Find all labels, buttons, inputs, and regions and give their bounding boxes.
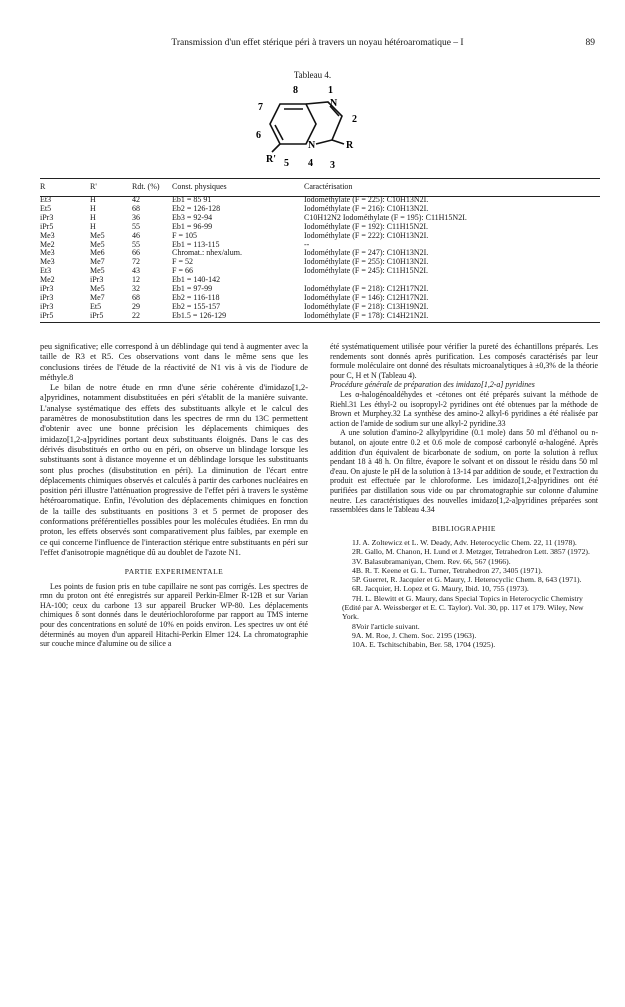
- table-cell: iPr3: [40, 284, 54, 294]
- label-7: 7: [258, 102, 263, 113]
- table-cell: Iodométhylate (F = 225): C10H13N2I.: [304, 195, 429, 204]
- imidazopyridine-structure: [248, 82, 378, 172]
- table-cell: 12: [132, 275, 140, 285]
- table-cell: Iodométhylate (F = 216): C10H13N2I.: [304, 203, 429, 213]
- section-title-experimental: PARTIE EXPERIMENTALE: [124, 567, 224, 577]
- reference-item: 4B. R. T. Keene et G. L. Turner, Tetrahedron 27, 3405 (1971).: [352, 565, 543, 575]
- table-cell: iPr5: [40, 310, 54, 320]
- table-cell: Me5: [90, 230, 105, 240]
- left-paragraph-2: Le bilan de notre étude en rmn d'une série cohérente d'imidazo[1,2-a]pyridines, notamment disubstituées en péri s'établit de la manière suivante. L'analyse systématique des effets des substituants alkyle et le calcul des paramètres de monosubstitution dans les spectres de rmn du 13C permettent d'obtenir avec une bonne précision les déplacements chimiques des imidazo[1,2-a]pyridines portant deux substituants éloignés. Dans le cas des dérivés disubstitués en ortho ou en péri, on observe un blindage lorsque les substituants sont à distance moyenne et un déblindage lorsque les substituants sont plus proches (disubstitution en péri). La diminution de l'écart entre déplacements chimiques observés et calculés à partir des carbones nucléaires en position péri illustre l'atténuation progressive de l'effet péri à travers le système hétéroaromatique. Enfin, l'évolution des déplacements chimiques en fonction de la taille des substituants en positions 3 et 5 permet de proposer des conformations préférentielles possibles pour les molécules étudiées. En rmn du proton, les effets observés sont comparativement plus faibles, par exemple en ce qui concerne l'influence de l'interaction stérique entre substituants en péri sur l'effet d'anisotropie magnétique dû au doublet de l'azote N1.: [40, 383, 308, 557]
- reference-item: 10A. E. Tschitschibabin, Ber. 58, 1704 (1925).: [352, 640, 496, 650]
- table-cell: 36: [132, 212, 140, 222]
- table-cell: Eb1.5 = 126-129: [172, 310, 227, 320]
- reference-item: 1J. A. Zoltewicz et L. W. Deady, Adv. Heterocyclic Chem. 22, 11 (1978).: [352, 537, 577, 547]
- table-row: [40, 312, 600, 321]
- table-caption: Tableau 4.: [293, 70, 332, 80]
- reference-list: [330, 538, 598, 650]
- table-cell: F = 66: [172, 266, 193, 276]
- table-cell: Iodométhylate (F = 247): C10H13N2I.: [304, 248, 429, 258]
- table-cell: Iodométhylate (F = 218): C13H19N2I.: [304, 301, 429, 311]
- table-cell: iPr3: [40, 301, 54, 311]
- reference-item: 8Voir l'article suivant.: [352, 621, 420, 631]
- table-cell: Eb1 = 113-115: [172, 239, 220, 249]
- table-cell: Me5: [90, 284, 105, 294]
- table-cell: 66: [132, 248, 140, 258]
- table-cell: 22: [132, 310, 140, 320]
- right-paragraph-1: été systématiquement utilisée pour vérifier la pureté des échantillons préparés. Les rendements sont donnés après purification. Les composés caractérisés par leur formule moléculaire ont donné des résultats microanalytiques à ±0,3% de la théorie pour C, H et N (Tableau 4).: [330, 342, 598, 380]
- table-top-rule: [40, 178, 600, 179]
- bibliography-title: BIBLIOGRAPHIE: [432, 523, 496, 533]
- table-cell: Eb1 = 96-99: [172, 221, 213, 231]
- table-cell: Iodométhylate (F = 178): C14H21N2I.: [304, 310, 429, 320]
- table-cell: F = 105: [172, 230, 197, 240]
- label-4: 4: [308, 158, 313, 169]
- label-2: 2: [352, 114, 357, 125]
- running-header: [40, 38, 595, 48]
- col-header-constants: Const. physiques: [172, 182, 227, 192]
- experimental-paragraph: Les points de fusion pris en tube capillaire ne sont pas corrigés. Les spectres de rmn du proton ont été enregistrés sur appareil Perkin-Elmer R-12B et sur Varian HA-100; ceux du carbone 13 sur appareil Brucker WP-80. Les déplacements chimiques δ sont donnés dans le deutériochloroforme par rapport au TMS interne pour des concentrations en soluté de 10% en poids environ. Les spectres uv ont été déterminés au moyen d'un appareil Hitachi-Perkin Elmer 124. La chromatographie sur couche mince d'alumine ou de silice a: [40, 581, 308, 649]
- table-cell: Et5: [90, 301, 102, 311]
- table-cell: H: [90, 195, 96, 204]
- table-cell: iPr3: [90, 275, 104, 285]
- reference-item: 7H. L. Blewitt et G. Maury, dans Special Topics in Heterocyclic Chemistry (Edité par A. Weissberger et E. C. Taylor). Vol. 30, pp. 117 et 179. Wiley, New York.: [342, 593, 584, 622]
- procedure-title: Procédure générale de préparation des imidazo[1,2-a] pyridines: [330, 380, 535, 390]
- table-cell: Et3: [40, 195, 52, 204]
- table-cell: 42: [132, 195, 140, 204]
- table-cell: Me7: [90, 257, 105, 267]
- table-cell: 72: [132, 257, 140, 267]
- table-cell: 29: [132, 301, 140, 311]
- running-title: Transmission d'un effet stérique péri à travers un noyau hétéroaromatique – I: [171, 38, 464, 48]
- table-cell: Me3: [40, 257, 55, 267]
- table-cell: 68: [132, 203, 140, 213]
- table-cell: Eb1 = 140-142: [172, 275, 221, 285]
- table-cell: iPr3: [40, 292, 54, 302]
- table-row: [40, 267, 600, 276]
- table-cell: 46: [132, 230, 140, 240]
- table-cell: Eb1 = 85 91: [172, 195, 212, 204]
- table-cell: Me3: [40, 248, 55, 258]
- page-number: 89: [585, 38, 595, 48]
- table-cell: Eb3 = 92-94: [172, 212, 213, 222]
- label-6: 6: [256, 130, 261, 141]
- table-cell: Me3: [40, 230, 55, 240]
- reference-item: 2R. Gallo, M. Chanon, H. Lund et J. Metzger, Tetrahedron Lett. 3857 (1972).: [352, 547, 590, 557]
- table-cell: Iodométhylate (F = 218): C12H17N2I.: [304, 284, 429, 294]
- right-column: [330, 342, 598, 650]
- table-cell: Eb2 = 126-128: [172, 203, 221, 213]
- left-paragraph-1: peu significative; elle correspond à un déblindage qui tend à augmenter avec la taille de R3 et R5. Ces observations vont dans le même sens que les conclusions tirées de l'étude de la réactivité de N1 vis à vis de l'iodure de méthyle.8: [40, 342, 308, 382]
- right-paragraph-3: A une solution d'amino-2 alkylpyridine (0.1 mole) dans 50 ml d'éthanol ou n-butanol, on ajoute entre 0.2 et 0.6 mole de composé carbonylé α-halogéné. Après addition d'un équivalent de bicarbonate de sodium, on porte la solution à reflux pendant 18 à 48 h. On filtre, évapore le solvant et on dissout le résidu dans 50 ml d'eau. On ajuste le pH de la solution à 13-14 par addition de soude, et l'extraction du produit est effectuée par le chloroforme. Les imidazo[1,2-a]pyridines ont été purifiées par distillation sous vide ou par chromatographie sur colonne d'alumine neutre. Les caractéristiques des nouvelles imidazo[1,2-a]pyridines préparées sont rassemblées dans le Tableau 4.34: [330, 428, 598, 515]
- table-cell: Me5: [90, 266, 105, 276]
- label-8: 8: [293, 85, 298, 96]
- table-cell: Chromat.: nhex/alum.: [172, 248, 242, 258]
- col-header-characterisation: Caractérisation: [304, 182, 353, 192]
- table-body: [40, 196, 600, 321]
- table-row: [40, 232, 600, 241]
- table-cell: 32: [132, 284, 140, 294]
- table-cell: 55: [132, 221, 140, 231]
- atom-n4: N: [308, 140, 316, 151]
- table-bottom-rule: [40, 322, 600, 323]
- table-cell: Iodométhylate (F = 222): C10H13N2I.: [304, 230, 429, 240]
- table-cell: Et3: [40, 266, 52, 276]
- table-cell: 55: [132, 239, 140, 249]
- table-cell: Eb2 = 155-157: [172, 301, 221, 311]
- table-cell: Iodométhylate (F = 192): C11H15N2I.: [304, 221, 428, 231]
- label-r-prime: R': [266, 154, 276, 165]
- table-cell: iPr3: [40, 212, 54, 222]
- table-cell: Iodométhylate (F = 255): C10H13N2I.: [304, 257, 429, 267]
- table-cell: iPr5: [90, 310, 104, 320]
- label-5: 5: [284, 158, 289, 169]
- table-cell: H: [90, 212, 96, 222]
- table-cell: Eb1 = 97-99: [172, 284, 213, 294]
- reference-item: 5P. Guerret, R. Jacquier et G. Maury, J. Heterocyclic Chem. 8, 643 (1971).: [352, 575, 582, 585]
- col-header-yield: Rdt. (%): [132, 182, 160, 192]
- label-r: R: [346, 140, 354, 151]
- left-column: [40, 342, 308, 649]
- col-header-r-prime: R': [90, 182, 97, 192]
- label-3: 3: [330, 160, 335, 171]
- table-cell: H: [90, 221, 96, 231]
- table-cell: Iodométhylate (F = 146): C12H17N2I.: [304, 292, 429, 302]
- table-header-row: [40, 182, 600, 196]
- table-cell: Iodométhylate (F = 245): C11H15N2I.: [304, 266, 428, 276]
- label-1: 1: [328, 85, 333, 96]
- col-header-r: R: [40, 182, 46, 192]
- right-paragraph-2: Les α-halogénoaldéhydes et -cétones ont été préparés suivant la méthode de Riehl.31 Les éthyl-2 ou isopropyl-2 pyridines ont été obtenues par la méthode de Brown et Murphey.32 La synthèse des amino-2 alkyl-6 pyridines a été réalisée par action de l'amide de sodium sur une alkyl-2 pyridine.33: [330, 389, 598, 428]
- data-table: [40, 182, 600, 321]
- atom-n1: N: [330, 98, 338, 109]
- table-cell: --: [304, 239, 310, 249]
- reference-item: 3V. Balasubramaniyan, Chem. Rev. 66, 567 (1966).: [352, 556, 511, 566]
- table-cell: Me2: [40, 239, 55, 249]
- reference-item: 6R. Jacquier, H. Lopez et G. Maury, Ibid. 10, 755 (1973).: [352, 584, 529, 594]
- table-cell: Me7: [90, 292, 105, 302]
- table-cell: Eb2 = 116-118: [172, 292, 220, 302]
- table-cell: Me6: [90, 248, 105, 258]
- table-cell: 43: [132, 266, 140, 276]
- table-cell: 68: [132, 292, 140, 302]
- reference-item: 9A. M. Roe, J. Chem. Soc. 2195 (1963).: [352, 630, 477, 640]
- table-cell: Me2: [40, 275, 55, 285]
- table-cell: Et5: [40, 203, 52, 213]
- table-cell: C10H12N2 Iodométhylate (F = 195): C11H15N2I.: [304, 212, 467, 222]
- table-cell: H: [90, 203, 96, 213]
- table-cell: iPr5: [40, 221, 54, 231]
- table-cell: F = 52: [172, 257, 193, 267]
- table-cell: Me5: [90, 239, 105, 249]
